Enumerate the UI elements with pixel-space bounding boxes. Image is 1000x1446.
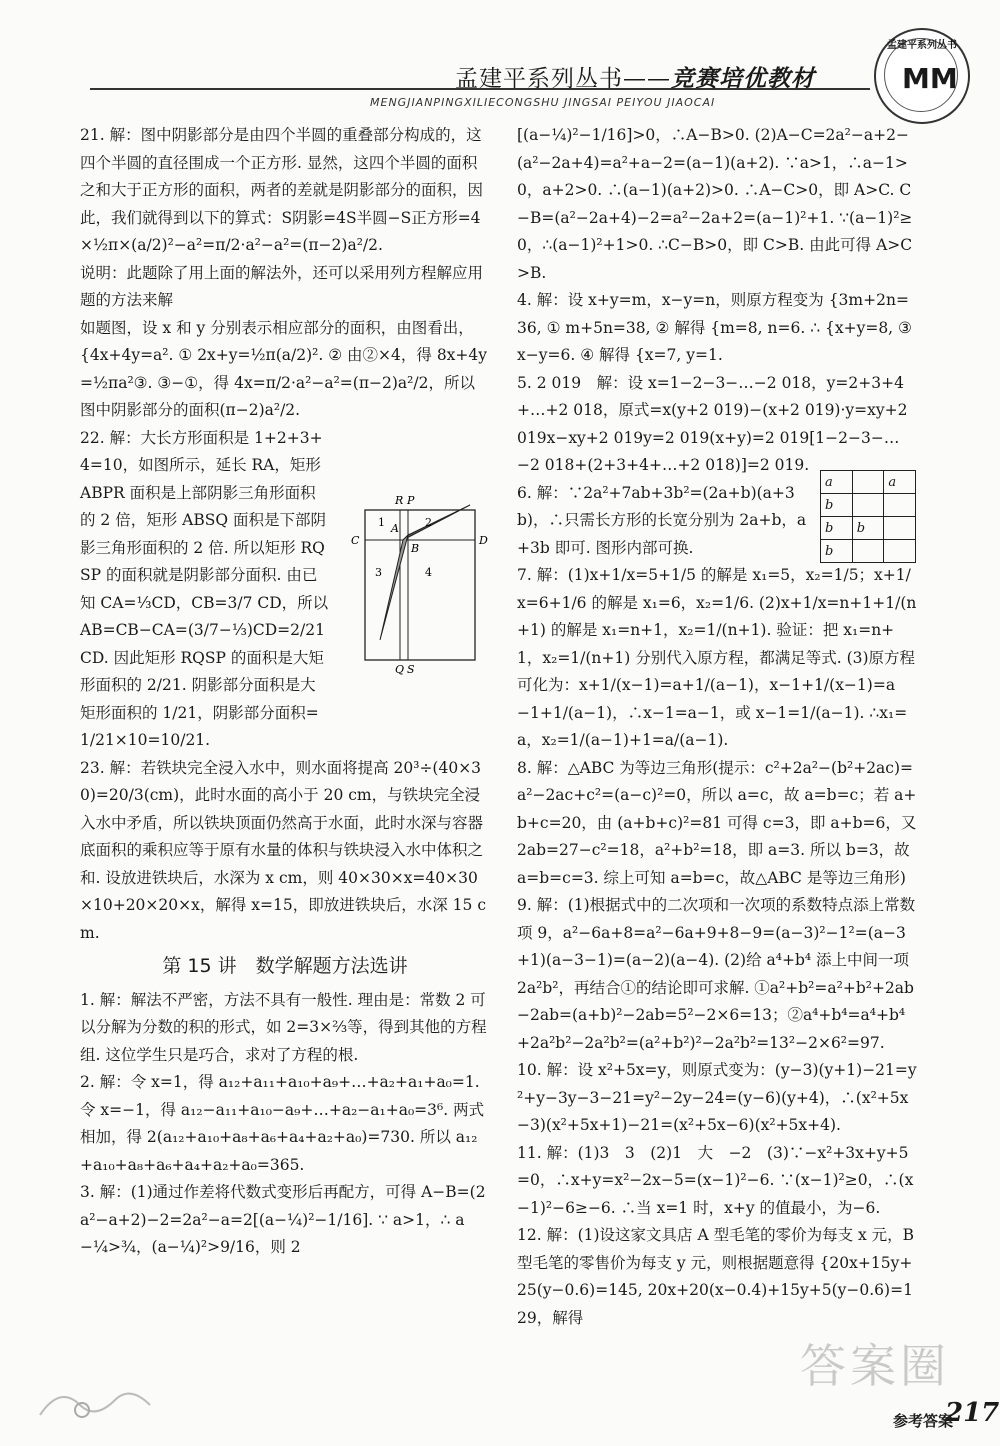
grid-row: [821, 540, 916, 563]
answer-8: 8. 解：△ABC 为等边三角形(提示：c²+2a²−(b²+2ac)=a²−2ac+c²=(a−c)²=0，所以 a=c，故 a=b=c；若 a+b+c=20，由 (a+b+c)²=81 可得 c=3，即 a+b=6，又 2ab=27−c²=18，a²+b²=18，即 a=3. 所以 b=3，故 a=b=c=3. 综上可知 a=b=c，故△ABC 是等边三角形): [517, 758, 922, 887]
label-r: R: [395, 494, 404, 507]
label-1: 1: [378, 516, 385, 529]
grid-row: [821, 494, 916, 517]
footer-label: 参考答案: [893, 1412, 954, 1430]
rectangle-figure: [345, 490, 495, 680]
grid-cell: a: [884, 471, 916, 494]
answer-21: 21. 解：图中阴影部分是由四个半圆的重叠部分构成的，这四个半圆的直径围成一个正方形. 显然，这四个半圆的面积之和大于正方形的面积，两者的差就是阴影部分的面积，因此，我们就得到以下的算式：S阴影=4S半圆−S正方形=4×½π×(a/2)²−a²=π/2·a²−a²=(π−2)a²/2.: [80, 126, 484, 254]
left-column: [80, 122, 490, 1262]
label-s: S: [407, 663, 415, 676]
grid-cell: [852, 494, 884, 517]
series-logo: [874, 28, 970, 124]
label-q: Q: [395, 663, 405, 676]
outer-rect: [365, 510, 475, 660]
answer-3-cont: [(a−¼)²−1/16]>0，∴A−B>0. (2)A−C=2a²−a+2−(a²−2a+4)=a²+a−2=(a−1)(a+2). ∵a>1，∴a−1>0，a+2>0. ∴(a−1)(a+2)>0. ∴A−C>0，即 A>C. C−B=(a²−2a+4)−2=a²−2a+2=(a−1)²+1. ∵(a−1)²≥0，∴(a−1)²+1>0. ∴C−B>0，即 C>B. 由此可得 A>C>B.: [517, 126, 913, 282]
series-bold: 竞赛培优教材: [671, 66, 815, 92]
logo-mark: MM: [902, 62, 958, 95]
answer-11: 11. 解：(1)3 3 (2)1 大 −2 (3)∵−x²+3x+y+5=0，∴x+y=x²−2x−5=(x−1)²−6. ∵(x−1)²≥0，∴(x−1)²−6≥−6. ∴当 x=1 时，x+y 的值最小，为−6.: [517, 1143, 914, 1217]
answer-12: 12. 解：(1)设这家文具店 A 型毛笔的零价为每支 x 元，B 型毛笔的零售价为每支 y 元，则根据题意得 {20x+15y+25(y−0.6)=145, 20x+20(x−0.4)+15y+5(y−0.6)=129，解得: [517, 1226, 920, 1327]
vine-stroke: [40, 1394, 150, 1415]
answer-4: 4. 解：设 x+y=m，x−y=n，则原方程变为 {3m+2n=36, ① m+5n=38, ② 解得 {m=8, n=6. ∴ {x+y=8, ③ x−y=6. ④ 解得 {x=7, y=1.: [517, 291, 917, 364]
series-name: 孟建平系列丛书——: [455, 66, 671, 92]
grid-cell: [884, 517, 916, 540]
grid-cell: b: [852, 517, 884, 540]
lower-shade: [380, 535, 408, 640]
answer-5: 5. 2 019 解：设 x=1−2−3−…−2 018，y=2+3+4+…+2 018，原式=x(y+2 019)−(x+2 019)·y=xy+2 019x−xy+2 019y=2 019(x+y)=2 019[1−2−3−…−2 018+(2+3+4+…+2 018)]=2 019.: [517, 373, 913, 474]
series-pinyin: MENGJIANPINGXILIECONGSHU JINGSAI PEIYOU JIAOCAI: [370, 96, 716, 109]
grid-cell: a: [821, 471, 853, 494]
grid-cell: b: [821, 540, 853, 563]
grid-cell: [852, 471, 884, 494]
series-title: [455, 60, 815, 93]
watermark: 答案圈: [800, 1339, 950, 1393]
grid-cell: b: [821, 517, 853, 540]
answer-21-note: 说明：此题除了用上面的解法外，还可以采用列方程解应用题的方法来解: [80, 263, 484, 309]
label-c: C: [351, 534, 360, 547]
label-3: 3: [375, 566, 382, 579]
label-d: D: [479, 534, 488, 547]
logo-text: 孟建平系列丛书: [887, 40, 957, 51]
answer-9: 9. 解：(1)根据式中的二次项和一次项的系数特点添上常数项 9，a²−6a+8=a²−6a+9+8−9=(a−3)²−1²=(a−3+1)(a−3−1)=(a−2)(a−4). (2)给 a⁴+b⁴ 添上中间一项 2a²b²，再结合①的结论即可求解. ①a²+b²=a²+b²+2ab−2ab=(a+b)²−2ab=5²−2×6=13；②a⁴+b⁴=a⁴+b⁴+2a²b²−2a²b²=(a²+b²)²−2a²b²=13²−2×6²=97.: [517, 896, 916, 1052]
flower-decoration: [30, 1355, 160, 1435]
answer-10: 10. 解：设 x²+5x=y，则原式变为：(y−3)(y+1)−21=y²+y−3y−3−21=y²−2y−24=(y−6)(y+4)，∴(x²+5x−3)(x²+5x+1)−21=(x²+5x−6)(x²+5x+4).: [517, 1061, 917, 1134]
answer-3: 3. 解：(1)通过作差将代数式变形后再配方，可得 A−B=(2a²−a+2)−2=2a²−a=2[(a−¼)²−1/16]. ∵ a>1，∴ a−¼>¾，(a−¼)²>9/16，则 2: [80, 1183, 486, 1256]
tile-grid: [820, 470, 916, 563]
label-b: B: [411, 542, 420, 555]
right-column: [517, 122, 922, 1332]
answer-21-alt: 如题图，设 x 和 y 分别表示相应部分的面积，由图看出，{4x+4y=a². ① 2x+y=½π(a/2)². ② 由②×4，得 8x+4y=½πa²③. ③−①，得 4x=π/2·a²−a²=(π−2)a²/2，所以图中阴影部分的面积(π−2)a²/2.: [80, 318, 488, 419]
grid-cell: [884, 494, 916, 517]
answer-6: 6. 解：∵2a²+7ab+3b²=(2a+b)(a+3b)，∴只需长方形的长宽分别为 2a+b，a+3b 即可. 图形内部可换.: [517, 483, 807, 557]
answer-23: 23. 解：若铁块完全浸入水中，则水面将提高 20³÷(40×30)=20/3(cm)，此时水面的高小于 20 cm，与铁块完全浸入水中矛盾，所以铁块顶面仍然高于水面，此时水深与容器底面积的乘积应等于原有水量的体积与铁块浸入水中体积之和. 设放进铁块后，水深为 x cm，则 40×30×x=40×30×10+20×20×x，解得 x=15，即放进铁块后，水深 15 cm.: [80, 758, 486, 942]
answer-22: 22. 解：大长方形面积是 1+2+3+4=10，如图所示，延长 RA，矩形 ABPR 面积是上部阴影三角形面积的 2 倍，矩形 ABSQ 面积是下部阴影三角形面积的 2 倍. 所以矩形 RQSP 的面积就是阴影部分面积. 由已知 CA=⅓CD，CB=3/7 CD，所以 AB=CB−CA=(3/7−⅓)CD=2/21 CD. 因此矩形 RQSP 的面积是大矩形面积的 2/21. 阴影部分面积是大矩形面积的 1/21，阴影部分面积=1/21×10=10/21.: [80, 428, 334, 749]
grid-cell: [852, 540, 884, 563]
label-4: 4: [425, 566, 432, 579]
tile-grid-figure: [820, 470, 916, 572]
answer-7: 7. 解：(1)x+1/x=5+1/5 的解是 x₁=5，x₂=1/5；x+1/x=6+1/6 的解是 x₁=6，x₂=1/6. (2)x+1/x=n+1+1/(n+1) 的解是 x₁=n+1，x₂=1/(n+1). 验证：把 x₁=n+1，x₂=1/(n+1) 分别代入原方程，都满足等式. (3)原方程可化为：x+1/(x−1)=a+1/(a−1)，x−1+1/(x−1)=a−1+1/(a−1)，∴x−1=a−1，或 x−1=1/(a−1). ∴x₁=a，x₂=1/(a−1)+1=a/(a−1).: [517, 566, 917, 749]
grid-cell: [884, 540, 916, 563]
page-header: [0, 0, 1000, 120]
grid-row: [821, 471, 916, 494]
label-2: 2: [425, 516, 432, 529]
page-number: 217: [945, 1398, 1000, 1428]
label-a: A: [391, 522, 399, 535]
answer-1: 1. 解：解法不严密，方法不具有一般性. 理由是：常数 2 可以分解为分数的积的形式，如 2=3×⅔等，得到其他的方程组. 这位学生只是巧合，求对了方程的根.: [80, 990, 487, 1064]
grid-cell: b: [821, 494, 853, 517]
section-title: 第 15 讲 数学解题方法选讲: [162, 955, 408, 977]
grid-row: [821, 517, 916, 540]
answer-2: 2. 解：令 x=1，得 a₁₂+a₁₁+a₁₀+a₉+…+a₂+a₁+a₀=1. 令 x=−1，得 a₁₂−a₁₁+a₁₀−a₉+…+a₂−a₁+a₀=3⁶. 两式相加，得 2(a₁₂+a₁₀+a₈+a₆+a₄+a₂+a₀)=730. 所以 a₁₂+a₁₀+a₈+a₆+a₄+a₂+a₀=365.: [80, 1073, 485, 1174]
label-p: P: [407, 494, 415, 507]
